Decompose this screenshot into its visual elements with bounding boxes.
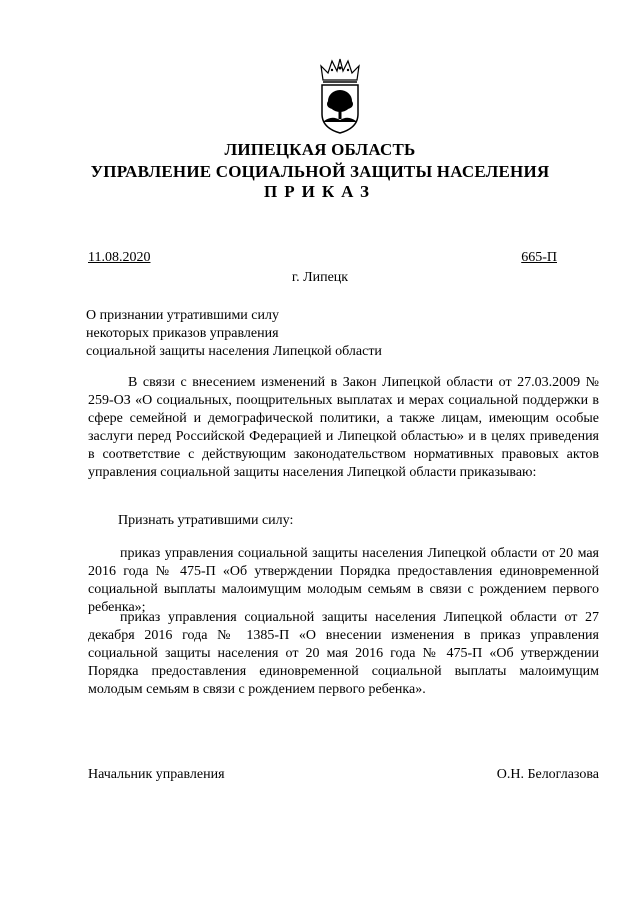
region-title: ЛИПЕЦКАЯ ОБЛАСТЬ [224, 140, 416, 159]
repealed-order-item: приказ управления социальной защиты населения Липецкой области от 27 декабря 2016 года № 1385-П «О внесении изменения в приказ управления социальной защиты населения от 20 мая 2016 года № 475-П «Об утверждении Порядка предоставления единовременной социальной выплаты малоимущим молодым семьям в связи с рождением первого ребенка». [88, 610, 599, 697]
signatory-name: О.Н. Белоглазова [496, 767, 599, 782]
subject-line: социальной защиты населения Липецкой области [86, 344, 382, 359]
document-type-title: ПРИКАЗ [264, 182, 376, 201]
order-date: 11.08.2020 [88, 250, 151, 265]
department-title: УПРАВЛЕНИЕ СОЦИАЛЬНОЙ ЗАЩИТЫ НАСЕЛЕНИЯ [90, 162, 550, 181]
subject-line: О признании утратившими силу [86, 308, 279, 323]
lipetsk-coat-of-arms-icon [317, 58, 363, 134]
resolve-paragraph: Признать утратившими силу: [118, 513, 294, 528]
intro-paragraph: В связи с внесением изменений в Закон Липецкой области от 27.03.2009 № 259-ОЗ «О социальных, поощрительных выплатах и мерах социальной поддержки в сфере семейной и демографической политики, а также лицам, имеющим особые заслуги перед Российской Федерацией и Липецкой областью» и в целях приведения в соответствие с действующим законодательством нормативных правовых актов управления социальной защиты населения Липецкой области приказываю: [88, 375, 599, 480]
subject-line: некоторых приказов управления [86, 326, 279, 341]
signatory-title: Начальник управления [88, 767, 225, 782]
city-name: г. Липецк [291, 270, 349, 285]
order-number: 665-П [521, 250, 557, 265]
repealed-order-item: приказ управления социальной защиты населения Липецкой области от 20 мая 2016 года № 475-П «Об утверждении Порядка предоставления единовременной социальной выплаты малоимущим молодым семьям в связи с рождением первого ребенка»; [88, 546, 599, 615]
order-subject [86, 307, 382, 361]
